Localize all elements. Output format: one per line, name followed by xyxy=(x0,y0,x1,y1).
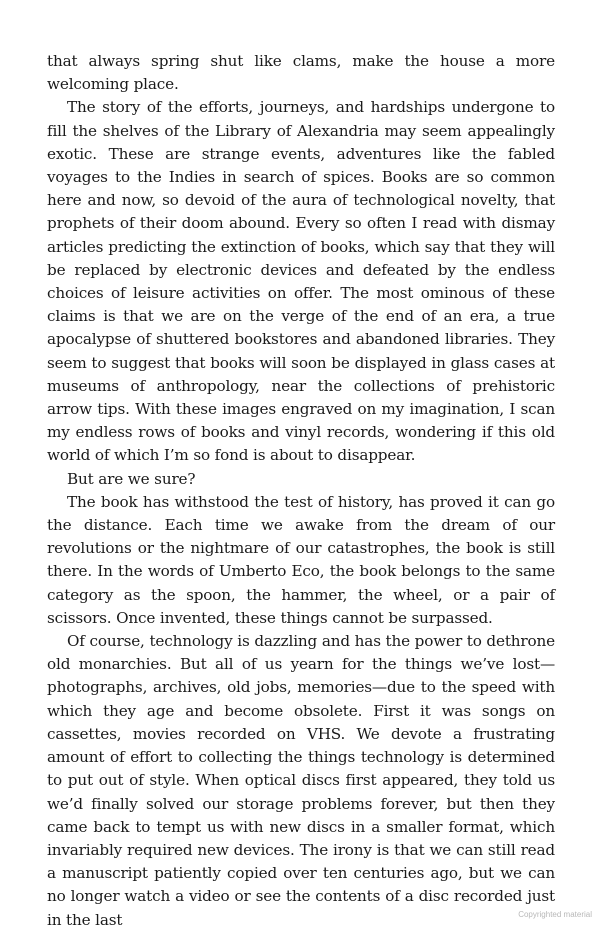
book-page-text xyxy=(47,50,555,932)
paragraph-technology: Of course, technology is dazzling and has the power to dethrone old monarchies. But all of us yearn for the things we’ve lost—photographs, archives, old jobs, memories—due to the speed with which they age and become obsolete. First it was songs on cassettes, movies recorded on VHS. We devote a frustrating amount of effort to collecting the things technology is determined to put out of style. When optical discs first appeared, they told us we’d finally solved our storage problems forever, but then they came back to tempt us with new discs in a smaller format, which invariably required new devices. The irony is that we can still read a manuscript patiently copied over ten centuries ago, but we can no longer watch a video or see the contents of a disc recorded just in the last xyxy=(47,632,555,929)
paragraph-test-of-history: The book has withstood the test of history, has proved it can go the distance. Each time we awake from the dream of our revolutions or the nightmare of our catastrophes, the book is still there. In the words of Umberto Eco, the book belongs to the same category as the spoon, the hammer, the wheel, or a pair of scissors. Once invented, these things cannot be surpassed. xyxy=(47,492,555,627)
paragraph-library-of-alexandria: The story of the efforts, journeys, and hardships undergone to fill the shelves of the Library of Alexandria may seem appealingly exotic. These are strange events, adventures like the fabled voyages to the Indies in search of spices. Books are so common here and now, so devoid of the aura of technological novelty, that prophets of their doom abound. Every so often I read with dismay articles predicting the extinction of books, which say that they will be replaced by electronic devices and defeated by the endless choices of leisure activities on offer. The most ominous of these claims is that we are on the verge of the end of an era, a true apocalypse of shuttered bookstores and abandoned libraries. They seem to suggest that books will soon be displayed in glass cases at museums of anthropology, near the collections of prehistoric arrow tips. With these images engraved on my imagination, I scan my endless rows of books and vinyl records, wondering if this old world of which I’m so fond is about to disappear. xyxy=(47,98,555,465)
copyright-watermark: Copyrighted material xyxy=(518,910,592,919)
paragraph-continuation: that always spring shut like clams, make the house a more welcoming place. xyxy=(47,52,555,94)
paragraph-are-we-sure: But are we sure? xyxy=(67,469,196,488)
